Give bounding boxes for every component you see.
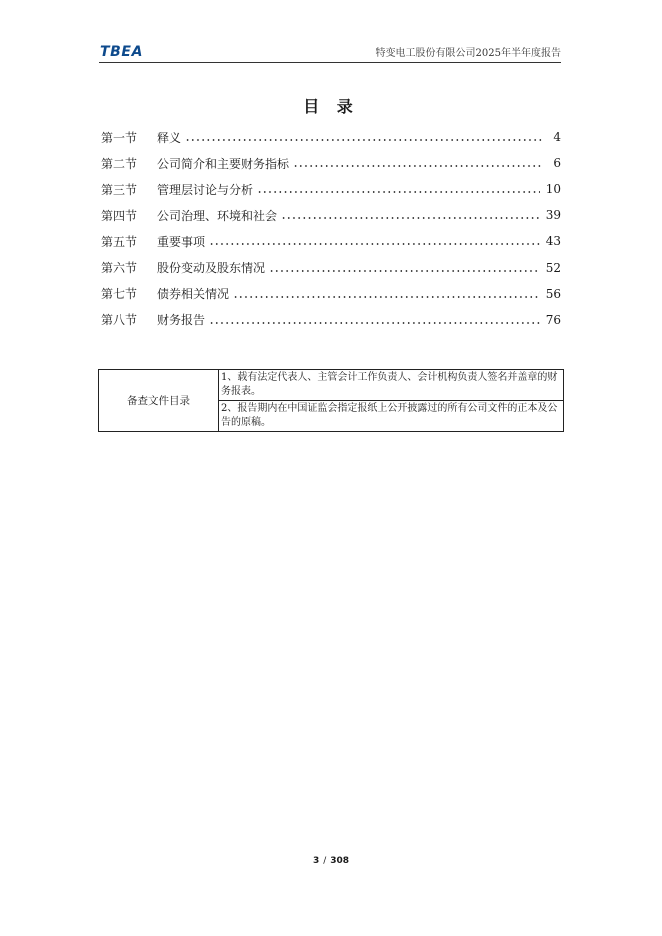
toc-section: 第一节 bbox=[101, 130, 138, 145]
table-row bbox=[99, 370, 564, 401]
reference-doc-item: 2、报告期内在中国证监会指定报纸上公开披露过的所有公司文件的正本及公告的原稿。 bbox=[219, 401, 564, 432]
toc-page: 4 bbox=[553, 130, 561, 145]
toc-title: 目 录 bbox=[303, 97, 359, 116]
toc-name: 债券相关情况 bbox=[157, 287, 230, 302]
report-title: 特变电工股份有限公司2025年半年度报告 bbox=[375, 48, 561, 59]
page-number bbox=[0, 856, 662, 866]
current-page: 3 bbox=[312, 856, 320, 866]
toc-page: 56 bbox=[545, 286, 561, 301]
company-logo: TBEA bbox=[100, 44, 144, 60]
toc-page: 76 bbox=[545, 312, 561, 327]
dot-leader bbox=[185, 136, 543, 144]
toc-entry[interactable] bbox=[101, 254, 561, 280]
toc-name: 股份变动及股东情况 bbox=[157, 261, 266, 276]
toc-name: 释义 bbox=[157, 130, 182, 145]
toc-section: 第八节 bbox=[101, 313, 138, 328]
dot-leader bbox=[257, 188, 540, 196]
toc-section: 第七节 bbox=[101, 287, 138, 302]
toc-section: 第三节 bbox=[101, 182, 138, 197]
toc-page: 52 bbox=[545, 260, 561, 275]
dot-leader bbox=[293, 162, 543, 170]
dot-leader bbox=[209, 240, 540, 248]
toc-entry[interactable] bbox=[101, 228, 561, 254]
total-pages: 308 bbox=[330, 856, 350, 866]
toc-section: 第二节 bbox=[101, 156, 138, 171]
reference-docs-label: 备查文件目录 bbox=[99, 370, 219, 432]
toc-page: 43 bbox=[545, 234, 561, 249]
reference-doc-item: 1、载有法定代表人、主管会计工作负责人、会计机构负责人签名并盖章的财务报表。 bbox=[219, 370, 564, 401]
dot-leader bbox=[281, 214, 540, 222]
toc-name: 管理层讨论与分析 bbox=[157, 182, 254, 197]
toc-name: 公司简介和主要财务指标 bbox=[157, 156, 290, 171]
page-header bbox=[99, 40, 561, 63]
toc-name: 财务报告 bbox=[157, 313, 206, 328]
reference-docs-table bbox=[98, 369, 564, 432]
page-separator: / bbox=[323, 856, 327, 866]
toc-entry[interactable] bbox=[101, 176, 561, 202]
table-of-contents bbox=[101, 124, 561, 333]
toc-name: 重要事项 bbox=[157, 234, 206, 249]
dot-leader bbox=[233, 293, 540, 301]
toc-entry[interactable] bbox=[101, 307, 561, 333]
toc-section: 第六节 bbox=[101, 261, 138, 276]
toc-entry[interactable] bbox=[101, 124, 561, 150]
dot-leader bbox=[209, 319, 540, 327]
toc-page: 6 bbox=[553, 156, 561, 171]
toc-entry[interactable] bbox=[101, 202, 561, 228]
toc-entry[interactable] bbox=[101, 281, 561, 307]
toc-section: 第五节 bbox=[101, 234, 138, 249]
toc-name: 公司治理、环境和社会 bbox=[157, 208, 278, 223]
toc-section: 第四节 bbox=[101, 208, 138, 223]
dot-leader bbox=[269, 267, 540, 275]
toc-entry[interactable] bbox=[101, 150, 561, 176]
toc-page: 39 bbox=[545, 208, 561, 223]
toc-page: 10 bbox=[545, 182, 561, 197]
